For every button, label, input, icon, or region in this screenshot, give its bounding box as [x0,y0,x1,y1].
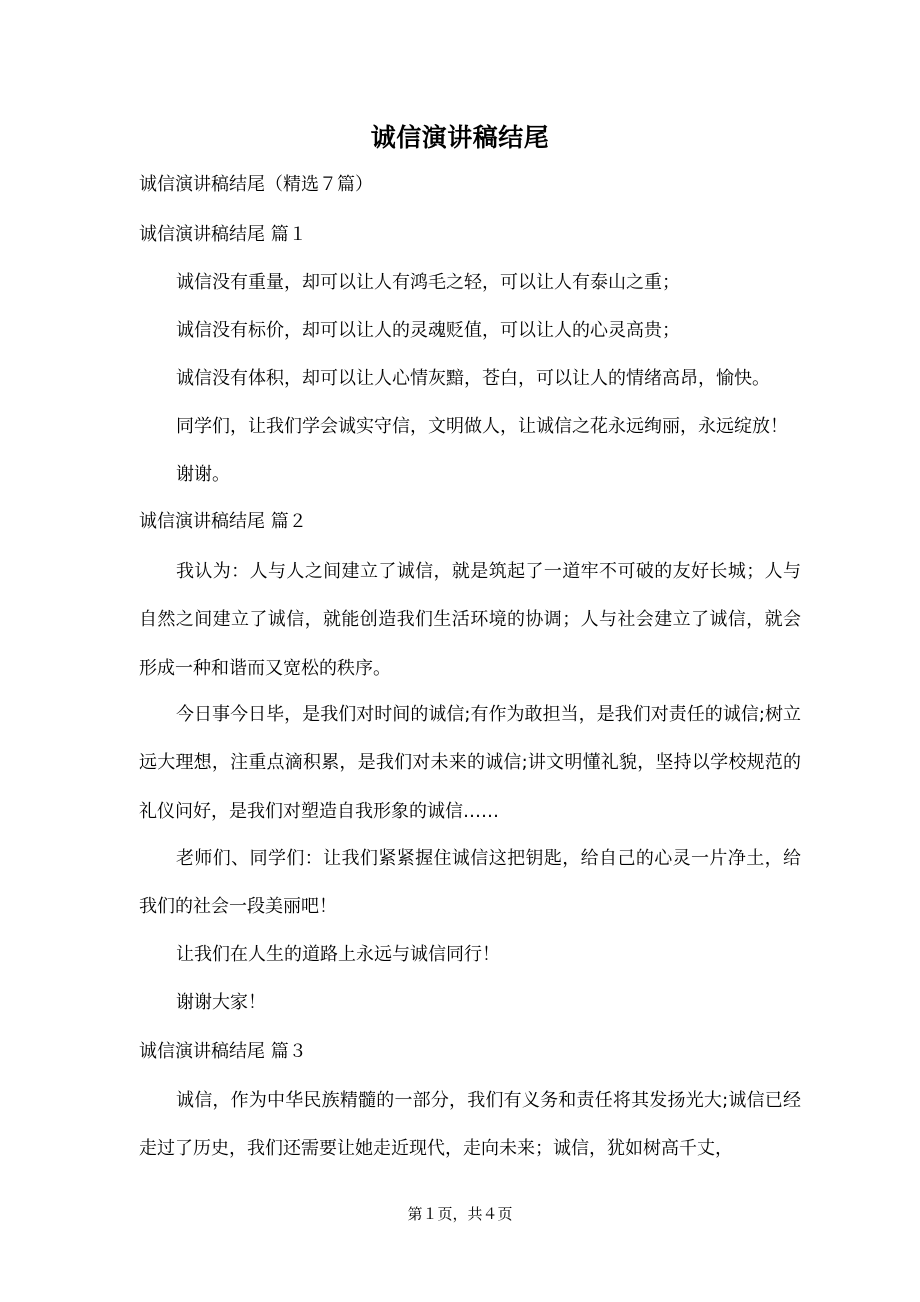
paragraph: 同学们，让我们学会诚实守信，文明做人，让诚信之花永远绚丽，永远绽放！ [176,416,788,437]
section-heading-2: 诚信演讲稿结尾 篇２ [139,511,307,532]
page-number-footer: 第１页，共４页 [407,1205,513,1223]
document-title: 诚信演讲稿结尾 [370,123,550,152]
paragraph: 谢谢大家！ [176,992,266,1013]
paragraph: 诚信没有体积，却可以让人心情灰黯，苍白，可以让人的情绪高昂，愉快。 [176,368,770,389]
paragraph: 老师们、同学们：让我们紧紧握住诚信这把钥匙，给自己的心灵一片净土，给我们的社会一段美丽吧！ [139,848,801,918]
paragraph: 今日事今日毕，是我们对时间的诚信;有作为敢担当，是我们对责任的诚信;树立远大理想，注重点滴积累，是我们对未来的诚信;讲文明懂礼貌，坚持以学校规范的礼仪问好，是我们对塑造自我形象的诚信…… [139,704,801,822]
section-heading-1: 诚信演讲稿结尾 篇１ [139,224,307,245]
paragraph: 诚信没有标价，却可以让人的灵魂贬值，可以让人的心灵高贵； [176,320,680,341]
section-heading-3: 诚信演讲稿结尾 篇３ [139,1041,307,1062]
paragraph: 诚信，作为中华民族精髓的一部分，我们有义务和责任将其发扬光大;诚信已经走过了历史，我们还需要让她走近现代，走向未来；诚信，犹如树高千丈， [139,1090,801,1160]
paragraph: 谢谢。 [176,464,230,485]
paragraph: 让我们在人生的道路上永远与诚信同行！ [176,944,500,965]
paragraph: 我认为：人与人之间建立了诚信，就是筑起了一道牢不可破的友好长城；人与自然之间建立了诚信，就能创造我们生活环境的协调；人与社会建立了诚信，就会形成一种和谐而又宽松的秩序。 [139,561,801,679]
document-subtitle: 诚信演讲稿结尾（精选７篇） [139,174,373,195]
paragraph: 诚信没有重量，却可以让人有鸿毛之轻，可以让人有泰山之重； [176,272,680,293]
